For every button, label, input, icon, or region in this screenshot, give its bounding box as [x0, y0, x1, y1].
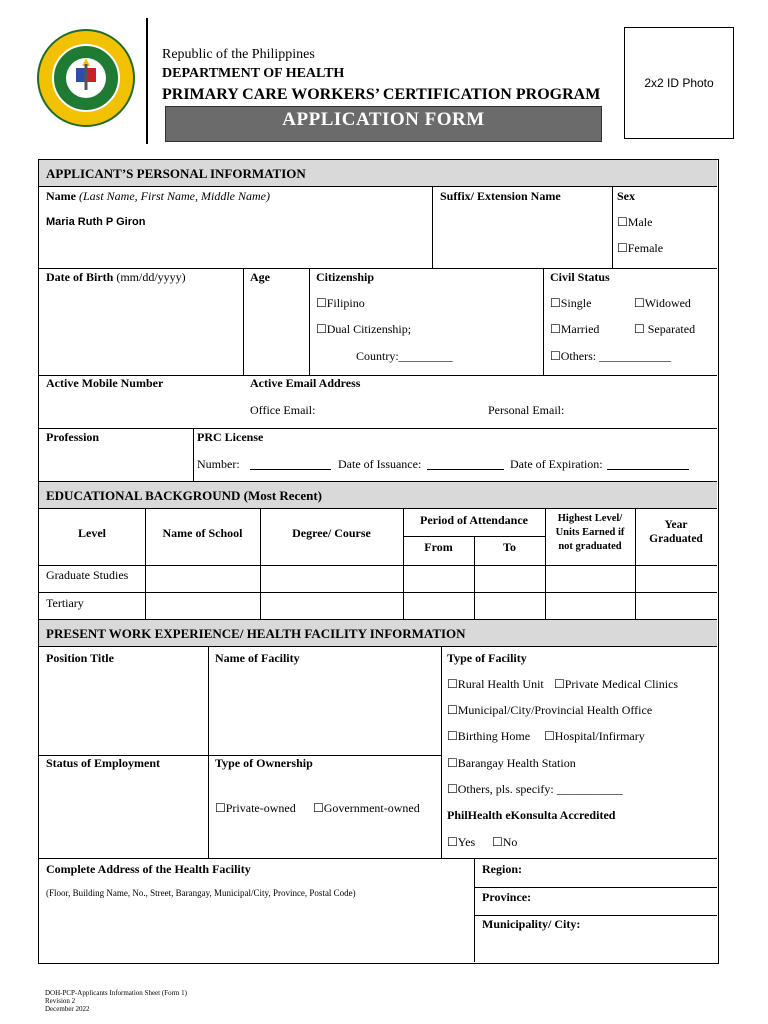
province-label: Province:: [482, 890, 532, 904]
philhealth-yes-checkbox[interactable]: ☐Yes: [447, 835, 476, 849]
office-email-field[interactable]: Office Email:: [250, 403, 316, 417]
status-employment-label: Status of Employment: [46, 756, 161, 770]
email-label: Active Email Address: [250, 376, 361, 390]
facility-type-label: Type of Facility: [447, 651, 527, 665]
age-label: Age: [250, 270, 270, 284]
col-to: To: [503, 540, 516, 554]
female-checkbox[interactable]: ☐Female: [617, 241, 664, 255]
facility-name-label: Name of Facility: [215, 651, 300, 665]
dob-label: Date of Birth (mm/dd/yyyy): [46, 270, 186, 284]
philhealth-no-checkbox[interactable]: ☐No: [492, 835, 518, 849]
header-country: Republic of the Philippines: [162, 47, 315, 62]
philhealth-label: PhilHealth eKonsulta Accredited: [447, 808, 616, 822]
id-photo-label: 2x2 ID Photo: [644, 76, 714, 90]
col-school: Name of School: [162, 526, 243, 540]
separated-checkbox[interactable]: ☐ Separated: [634, 322, 696, 336]
col-from: From: [424, 540, 453, 554]
government-owned-checkbox[interactable]: ☐Government-owned: [313, 801, 420, 815]
col-period: Period of Attendance: [420, 513, 528, 527]
male-checkbox[interactable]: ☐Male: [617, 215, 653, 229]
col-year: Year Graduated: [649, 519, 703, 545]
municipality-label: Municipality/ City:: [482, 917, 581, 931]
others-checkbox[interactable]: ☐Others: ____________: [550, 349, 672, 363]
row-tertiary: Tertiary: [46, 596, 84, 610]
profession-label: Profession: [46, 430, 100, 444]
col-level: Level: [78, 526, 106, 540]
mobile-label: Active Mobile Number: [46, 376, 164, 390]
citizenship-label: Citizenship: [316, 270, 375, 284]
form-title: APPLICATION FORM: [165, 106, 602, 142]
name-label: Name (Last Name, First Name, Middle Name): [46, 189, 270, 203]
doh-seal-logo: [36, 28, 136, 128]
rhu-checkbox[interactable]: ☐Rural Health Unit: [447, 677, 544, 691]
private-clinics-checkbox[interactable]: ☐Private Medical Clinics: [554, 677, 679, 691]
address-hint: (Floor, Building Name, No., Street, Barangay, Municipal/City, Province, Postal Code): [46, 888, 356, 898]
id-photo-box[interactable]: [624, 27, 734, 139]
married-checkbox[interactable]: ☐Married: [550, 322, 600, 336]
col-degree: Degree/ Course: [292, 526, 371, 540]
dual-citizenship-checkbox[interactable]: ☐Dual Citizenship;: [316, 322, 412, 336]
birthing-home-checkbox[interactable]: ☐Birthing Home: [447, 729, 531, 743]
col-highest: Highest Level/ Units Earned if not graduated: [555, 513, 625, 552]
header-program: PRIMARY CARE WORKERS’ CERTIFICATION PROGRAM: [162, 86, 601, 103]
prc-issuance-field[interactable]: Date of Issuance:: [338, 457, 422, 471]
private-owned-checkbox[interactable]: ☐Private-owned: [215, 801, 296, 815]
name-value[interactable]: Maria Ruth P Giron: [46, 216, 146, 228]
bhs-checkbox[interactable]: ☐Barangay Health Station: [447, 756, 576, 770]
suffix-label: Suffix/ Extension Name: [440, 189, 561, 203]
section-work: PRESENT WORK EXPERIENCE/ HEALTH FACILITY INFORMATION: [39, 619, 717, 647]
footer-form-code: DOH-PCP-Applicants Information Sheet (Form 1) Revision 2 December 2022: [45, 989, 187, 1013]
facility-others-checkbox[interactable]: ☐Others, pls. specify: ___________: [447, 782, 623, 796]
ownership-label: Type of Ownership: [215, 756, 313, 770]
widowed-checkbox[interactable]: ☐Widowed: [634, 296, 691, 310]
section-personal: APPLICANT’S PERSONAL INFORMATION: [39, 159, 717, 187]
prc-number-field[interactable]: Number:: [197, 457, 240, 471]
country-field[interactable]: Country:_________: [356, 349, 453, 363]
prc-expiration-field[interactable]: Date of Expiration:: [510, 457, 603, 471]
personal-email-field[interactable]: Personal Email:: [488, 403, 565, 417]
position-title-label: Position Title: [46, 651, 114, 665]
single-checkbox[interactable]: ☐Single: [550, 296, 592, 310]
hospital-checkbox[interactable]: ☐Hospital/Infirmary: [544, 729, 645, 743]
health-office-checkbox[interactable]: ☐Municipal/City/Provincial Health Office: [447, 703, 653, 717]
header-divider: [146, 18, 148, 144]
header-department: DEPARTMENT OF HEALTH: [162, 66, 345, 81]
prc-license-label: PRC License: [197, 430, 264, 444]
address-label: Complete Address of the Health Facility: [46, 862, 251, 876]
sex-label: Sex: [617, 189, 635, 203]
filipino-checkbox[interactable]: ☐Filipino: [316, 296, 365, 310]
civil-status-label: Civil Status: [550, 270, 610, 284]
region-label: Region:: [482, 862, 522, 876]
row-graduate-studies: Graduate Studies: [46, 568, 129, 582]
section-education: EDUCATIONAL BACKGROUND (Most Recent): [39, 481, 717, 509]
